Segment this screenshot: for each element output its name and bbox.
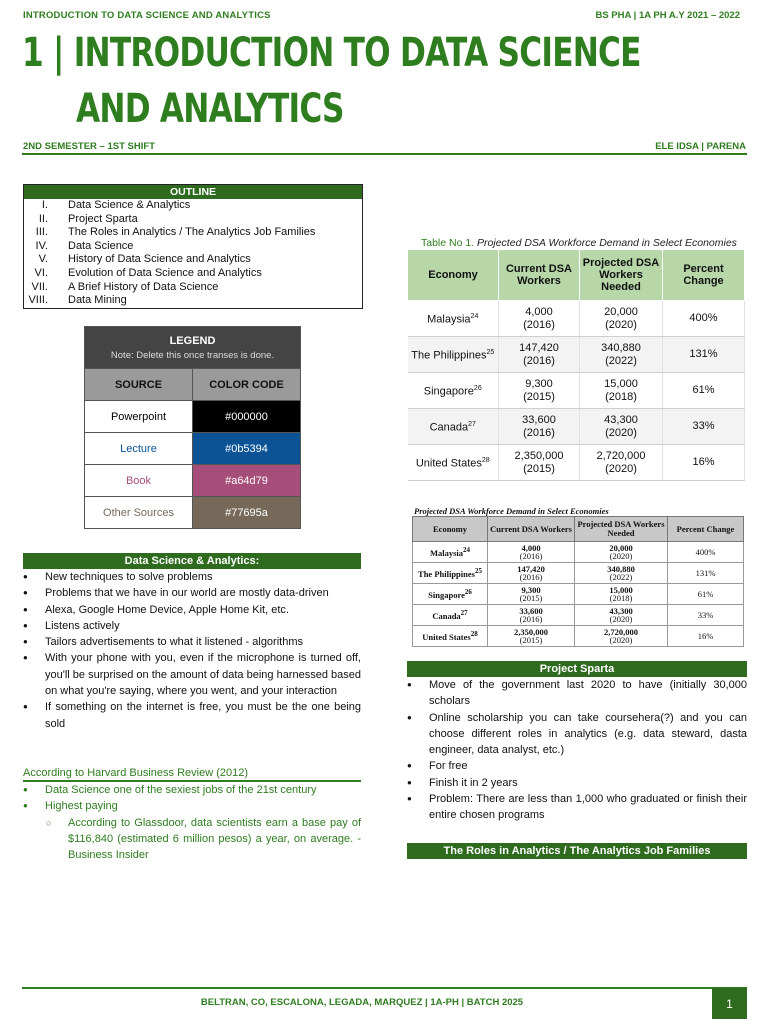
list-item: ● Highest paying [23,798,361,814]
list-item: ● For free [407,758,747,774]
cell-economy: Malaysia$^{24}$ [408,301,499,337]
sparta-heading: Project Sparta [407,661,747,677]
cell-projected: 15,000 (2018) [575,584,668,605]
legend-col-source: SOURCE [85,369,193,400]
outline-number: VIII. [28,294,48,307]
workforce-table [407,249,745,481]
legend-source: Lecture [85,433,193,464]
cell-change: 16% [668,626,744,647]
cell-economy: Canada$^{27}$ [413,605,488,626]
header-divider [22,153,747,155]
cell-economy: Singapore$^{26}$ [413,584,488,605]
cell-economy: Singapore$^{26}$ [408,373,499,409]
page-number: 1 [712,988,747,1019]
footer-divider [22,987,747,989]
cell-projected: 15,000 (2018) [580,373,663,409]
outline-item [24,226,362,240]
legend-color-swatch: #000000 [193,401,300,432]
cell-economy: The Philippines$^{25}$ [408,337,499,373]
table-row [408,409,745,445]
legend-header [85,327,300,368]
legend-source: Other Sources [85,497,193,528]
list-item: ● With your phone with you, even if the microphone is turned off, you'll be surprised on the amount of data being harnessed based on what you're saying, where you went, and your interaction [23,650,361,699]
col-current: Current DSA Workers [488,517,575,542]
table-header-row [408,250,745,301]
legend-col-color: COLOR CODE [209,378,284,391]
legend-table [84,326,301,529]
hbr-bullets [23,782,361,863]
dsa-bullets [23,569,361,732]
cell-change: 33% [668,605,744,626]
legend-title: LEGEND [169,335,216,347]
cell-projected: 340,880 (2022) [580,337,663,373]
outline-item [24,213,362,227]
cell-current: 4,000 (2016) [499,301,580,337]
cell-change: 131% [668,563,744,584]
outline-text: The Roles in Analytics / The Analytics Job Families [68,226,316,239]
outline-text: Data Mining [68,294,127,307]
sparta-section [407,661,747,824]
outline-number: VII. [31,280,48,293]
col-projected: Projected DSA Workers Needed [580,250,663,301]
list-item: ● Listens actively [23,618,361,634]
outline-number: II. [38,212,48,225]
list-item: ● Data Science one of the sexiest jobs of the 21st century [23,782,361,798]
cell-current: 9,300 (2015) [499,373,580,409]
cell-projected: 2,720,000 (2020) [580,445,663,481]
table-row [413,563,744,584]
outline-text: Data Science & Analytics [68,199,191,211]
col-change: Percent Change [668,517,744,542]
cell-economy: The Philippines$^{25}$ [413,563,488,584]
outline-number: IV. [35,239,48,252]
cell-current: 33,600 (2016) [488,605,575,626]
list-item: ● Tailors advertisements to what it listened - algorithms [23,634,361,650]
cell-current: 33,600 (2016) [499,409,580,445]
page-title-line-2: AND ANALYTICS [76,86,344,132]
cell-economy: Canada$^{27}$ [408,409,499,445]
list-item: ● New techniques to solve problems [23,569,361,585]
legend-row [85,496,300,528]
outline-number: I. [41,199,48,211]
cell-change: 131% [663,337,745,373]
cell-change: 61% [663,373,745,409]
cell-projected: 340,880 (2022) [575,563,668,584]
list-item: ● Problems that we have in our world are mostly data-driven [23,585,361,601]
legend-source: Powerpoint [85,401,193,432]
hbr-heading: According to Harvard Business Review (2012) [23,767,361,782]
outline-text: History of Data Science and Analytics [68,253,251,266]
table1-caption-text: Projected DSA Workforce Demand in Select Economies [477,237,737,249]
cell-current: 147,420 (2016) [499,337,580,373]
outline-item [24,199,362,213]
table-row [408,337,745,373]
cell-economy: Malaysia$^{24}$ [413,542,488,563]
cell-projected: 43,300 (2020) [580,409,663,445]
cell-current: 147,420 (2016) [488,563,575,584]
outline-number: III. [35,226,48,239]
cell-economy: United States$^{28}$ [413,626,488,647]
legend-note: Note: Delete this once transes is done. [110,350,275,361]
list-item: ● Problem: There are less than 1,000 who graduated or finish their entire chosen programs [407,791,747,824]
semester-label: 2ND SEMESTER – 1ST SHIFT [23,141,155,152]
legend-color-swatch: #0b5394 [193,433,300,464]
outline-text: Evolution of Data Science and Analytics [68,266,262,279]
outline-text: Data Science [68,239,134,252]
list-item: ● Online scholarship you can take coursehera(?) and you can choose different roles in analytics (e.g. data steward, dasta engineer, data analyst, etc.) [407,710,747,759]
col-change: Percent Change [663,250,745,301]
running-header-left: INTRODUCTION TO DATA SCIENCE AND ANALYTICS [23,10,271,21]
table-row [413,605,744,626]
roles-section [407,843,747,859]
outline-item [24,253,362,267]
course-label: ELE IDSA | PARENA [655,141,746,152]
cell-change: 16% [663,445,745,481]
table1-caption [421,237,737,249]
list-item: ● If something on the internet is free, you must be the one being sold [23,699,361,732]
outline-box [23,184,363,309]
list-item: ● Alexa, Google Home Device, Apple Home Kit, etc. [23,602,361,618]
table-row [413,626,744,647]
legend-source: Book [85,465,193,496]
outline-number: VI. [34,266,48,279]
cell-projected: 20,000 (2020) [580,301,663,337]
footer-authors: BELTRAN, CO, ESCALONA, LEGADA, MARQUEZ | 1A-PH | BATCH 2025 [200,997,524,1008]
table1-caption-label: Table No 1. [421,237,475,249]
outline-text: A Brief History of Data Science [68,280,219,293]
cell-current: 4,000 (2016) [488,542,575,563]
legend-row [85,400,300,432]
roles-heading: The Roles in Analytics / The Analytics Job Families [407,843,747,859]
cell-change: 400% [663,301,745,337]
legend-row [85,432,300,464]
table-row [408,373,745,409]
table-header-row [413,517,744,542]
dsa-heading: Data Science & Analytics: [23,553,361,569]
list-subitem: ○ According to Glassdoor, data scientists earn a base pay of $116,840 (estimated 6 million pesos) a year, on average. - Business Insider [23,815,361,864]
cell-economy: United States$^{28}$ [408,445,499,481]
outline-text: Project Sparta [68,212,138,225]
table-row [408,301,745,337]
cell-change: 400% [668,542,744,563]
list-item: ● Finish it in 2 years [407,775,747,791]
legend-column-headers [85,368,300,400]
outline-number: V. [38,253,48,266]
col-economy: Economy [413,517,488,542]
sparta-bullets [407,677,747,824]
running-header-right: BS PHA | 1A PH A.Y 2021 – 2022 [595,10,740,21]
outline-heading: OUTLINE [24,185,362,199]
table-row [413,584,744,605]
workforce-table-image [412,516,744,647]
dsa-section [23,553,361,732]
cell-change: 33% [663,409,745,445]
cell-projected: 2,720,000 (2020) [575,626,668,647]
outline-list [24,199,362,308]
cell-current: 9,300 (2015) [488,584,575,605]
table-row [413,542,744,563]
col-economy: Economy [408,250,499,301]
cell-current: 2,350,000 (2015) [499,445,580,481]
legend-color-swatch: #77695a [193,497,300,528]
col-projected: Projected DSA Workers Needed [575,517,668,542]
col-current: Current DSA Workers [499,250,580,301]
cell-change: 61% [668,584,744,605]
legend-color-swatch: #a64d79 [193,465,300,496]
table-row [408,445,745,481]
outline-item [24,267,362,281]
table2-caption: Projected DSA Workforce Demand in Select Economies [414,506,609,516]
cell-projected: 20,000 (2020) [575,542,668,563]
legend-row [85,464,300,496]
page-title-line-1: 1 | INTRODUCTION TO DATA SCIENCE [22,30,641,76]
outline-item [24,281,362,295]
cell-current: 2,350,000 (2015) [488,626,575,647]
outline-item [24,240,362,254]
list-item: ● Move of the government last 2020 to have (initially 30,000 scholars [407,677,747,710]
outline-item [24,294,362,308]
cell-projected: 43,300 (2020) [575,605,668,626]
